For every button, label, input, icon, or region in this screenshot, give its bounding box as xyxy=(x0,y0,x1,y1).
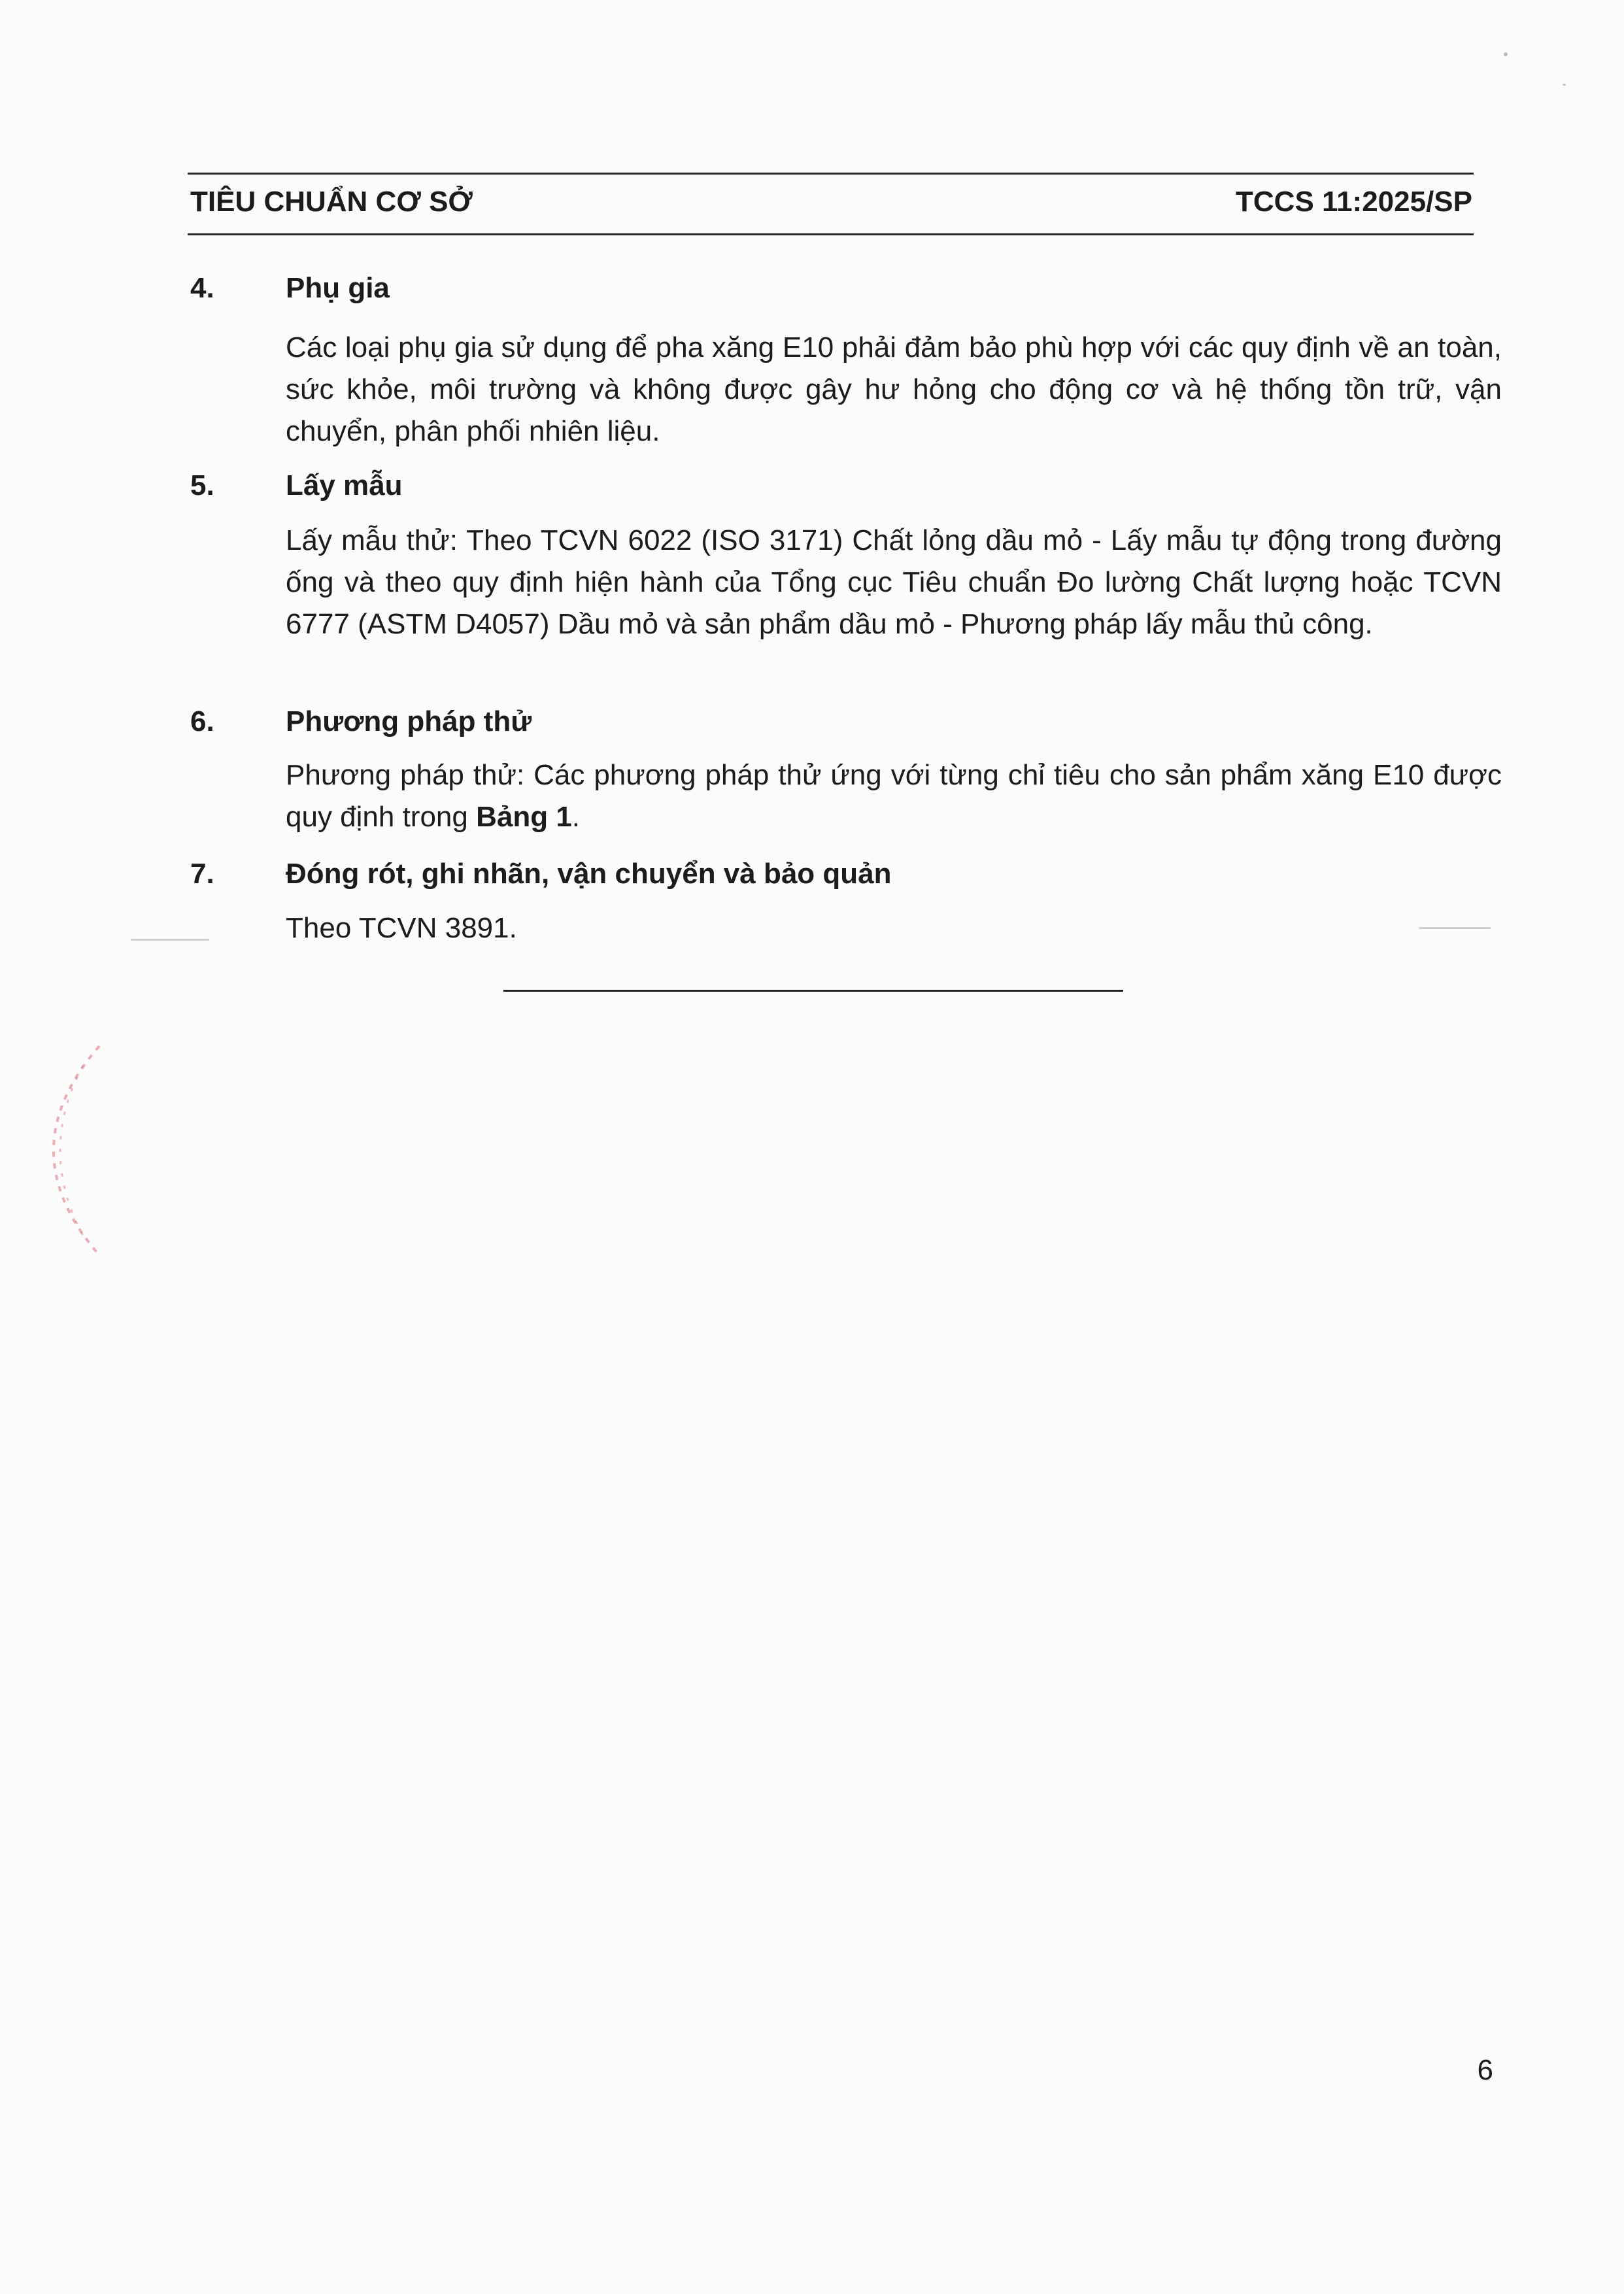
section-4-body: Các loại phụ gia sử dụng để pha xăng E10 phải đảm bảo phù hợp với các quy định về an toàn, sức khỏe, môi trường và không được gây hư hỏng cho động cơ và hệ thống tồn trữ, vận chuyển, phân phối nhiên liệu. xyxy=(286,331,1502,447)
header-standard-title: TIÊU CHUẨN CƠ SỞ xyxy=(190,186,473,218)
section-7-title: Đóng rót, ghi nhãn, vận chuyển và bảo quản xyxy=(286,858,892,890)
section-5-body: Lấy mẫu thử: Theo TCVN 6022 (ISO 3171) Chất lỏng dầu mỏ - Lấy mẫu tự động trong đường ống và theo quy định hiện hành của Tổng cục Tiêu chuẩn Đo lường Chất lượng hoặc TCVN 6777 (ASTM D4057) Dầu mỏ và sản phẩm dầu mỏ - Phương pháp lấy mẫu thủ công. xyxy=(286,524,1502,640)
section-5-title: Lấy mẫu xyxy=(286,469,403,501)
section-7-body: Theo TCVN 3891. xyxy=(286,912,517,944)
section-4-title: Phụ gia xyxy=(286,272,390,304)
header-standard-code: TCCS 11:2025/SP xyxy=(1236,186,1472,218)
scan-speck xyxy=(1563,84,1566,86)
scan-mark xyxy=(1419,927,1491,929)
section-5-number: 5. xyxy=(190,469,214,501)
scan-speck xyxy=(1504,52,1508,56)
table-1-reference: Bảng 1 xyxy=(476,801,572,833)
section-7-number: 7. xyxy=(190,858,214,890)
section-6-number: 6. xyxy=(190,705,214,737)
section-6-body xyxy=(286,754,1502,838)
section-4-number: 4. xyxy=(190,272,214,304)
page-number: 6 xyxy=(1477,2054,1493,2086)
seal-stamp-fragment xyxy=(27,1039,106,1262)
section-6-body-text: Phương pháp thử: Các phương pháp thử ứng với từng chỉ tiêu cho sản phẩm xăng E10 được quy định trong xyxy=(286,759,1502,833)
header-top-rule xyxy=(188,173,1474,175)
header-bottom-rule xyxy=(188,233,1474,235)
section-6-title: Phương pháp thử xyxy=(286,705,532,737)
section-6-body-end: . xyxy=(571,801,581,833)
scan-mark xyxy=(131,939,209,941)
end-of-text-rule xyxy=(503,990,1123,992)
